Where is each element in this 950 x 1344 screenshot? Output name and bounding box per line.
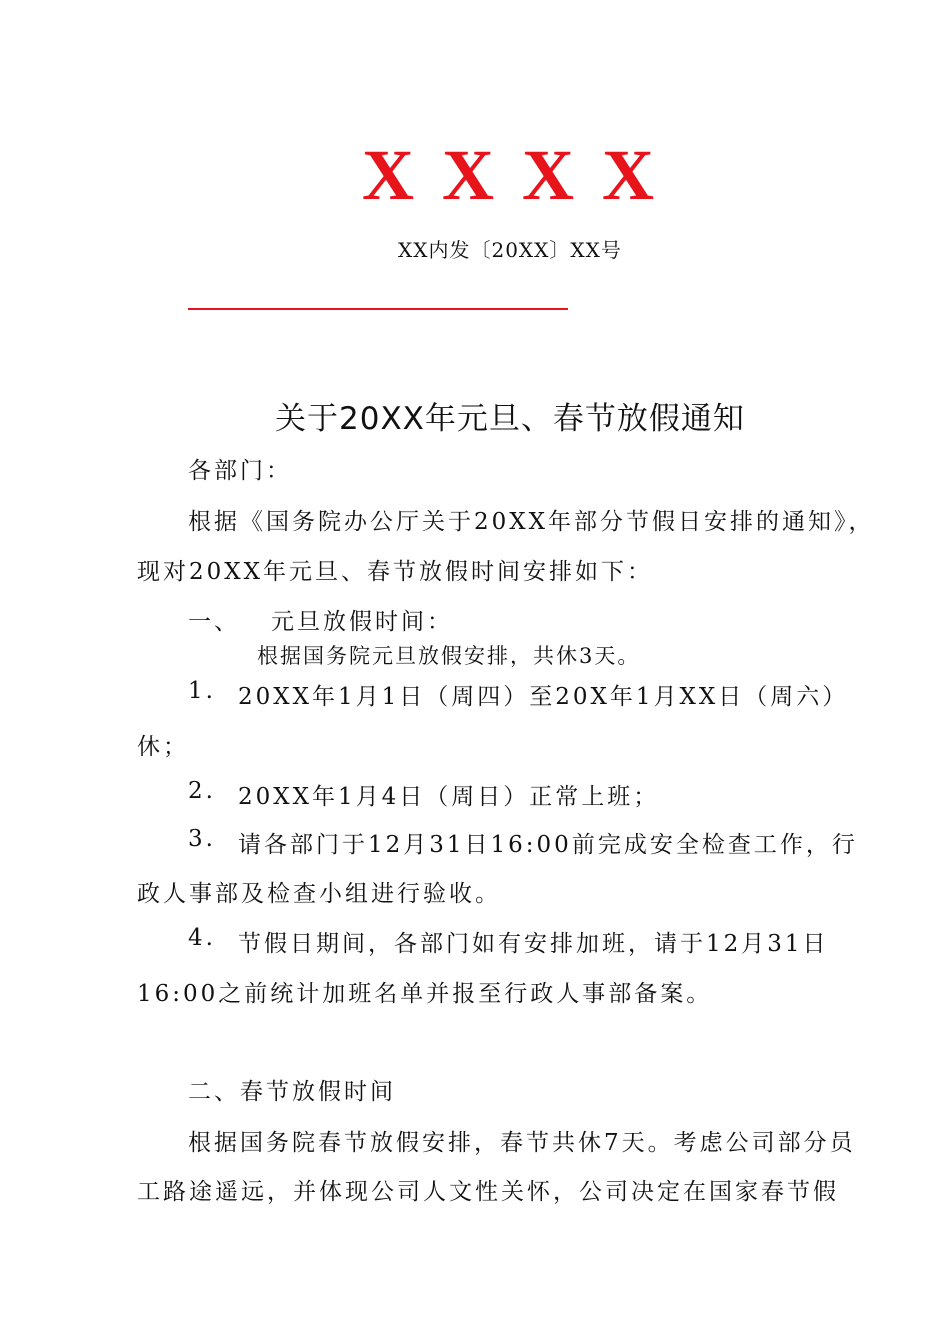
red-separator-line xyxy=(188,308,568,310)
notice-title: 关于20XX年元旦、春节放假通知 xyxy=(275,401,745,437)
section2-para-line-1: 根据国务院春节放假安排，春节共休7天。考虑公司部分员 xyxy=(188,1130,856,1156)
section2-para-line-2: 工路途遥远，并体现公司人文性关怀，公司决定在国家春节假 xyxy=(137,1179,839,1205)
intro-line-1: 根据《国务院办公厅关于20XX年部分节假日安排的通知》， xyxy=(188,509,875,535)
item-4-line-2: 16:00之前统计加班名单并报至行政人事部备案。 xyxy=(137,981,713,1007)
item-3-line-2: 政人事部及检查小组进行验收。 xyxy=(137,881,501,907)
item-3-number: 3. xyxy=(188,826,216,852)
section2-heading: 二、春节放假时间 xyxy=(188,1079,396,1105)
item-1-line-2: 休； xyxy=(137,734,189,760)
item-1-line-1: 20XX年1月1日（周四）至20X年1月XX日（周六） xyxy=(238,684,849,710)
section1-heading: 元旦放假时间： xyxy=(271,609,453,635)
intro-line-2: 现对20XX年元旦、春节放假时间安排如下： xyxy=(137,559,654,585)
item-2-number: 2. xyxy=(188,778,216,804)
section1-summary: 根据国务院元旦放假安排，共休3天。 xyxy=(257,644,641,668)
document-number: XX内发〔20XX〕XX号 xyxy=(398,238,622,262)
item-3-line-1: 请各部门于12月31日16:00前完成安全检查工作，行 xyxy=(238,832,858,858)
item-4-line-1: 节假日期间，各部门如有安排加班，请于12月31日 xyxy=(238,931,829,957)
item-1-number: 1. xyxy=(188,678,216,704)
item-2-line-1: 20XX年1月4日（周日）正常上班； xyxy=(238,784,660,810)
salutation: 各部门： xyxy=(188,458,292,484)
item-4-number: 4. xyxy=(188,925,216,951)
section1-number: 一、 xyxy=(188,609,240,635)
agency-mark: XXXX xyxy=(362,135,682,215)
